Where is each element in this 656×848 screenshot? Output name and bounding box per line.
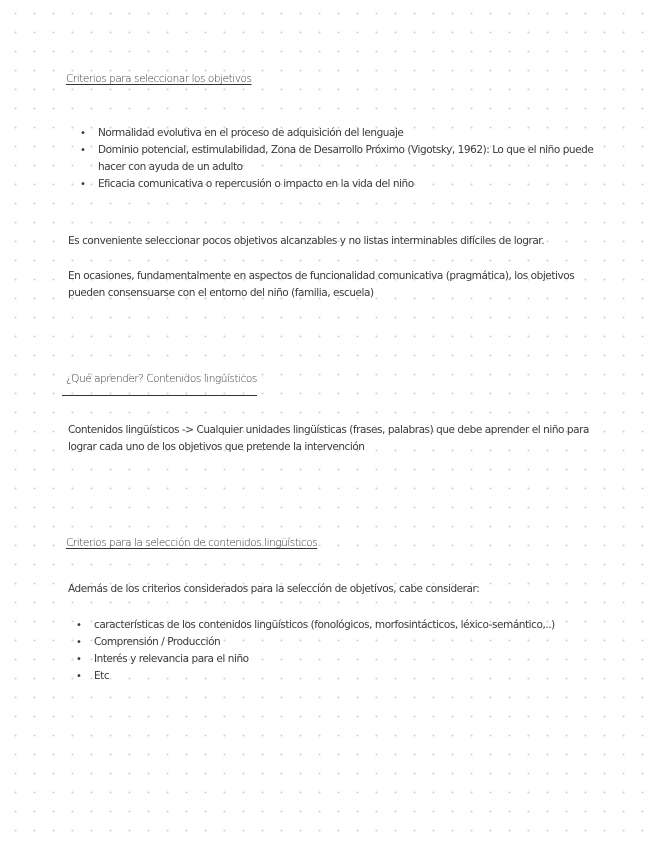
bullet-icon: • — [80, 145, 86, 156]
list-item-text: Comprensión / Producción — [94, 636, 221, 648]
list-item-text: Eficacia comunicativa o repercusión o impacto en la vida del niño — [98, 178, 414, 190]
contenidos-criteria-list — [76, 617, 616, 685]
bullet-icon: • — [80, 179, 86, 190]
paragraph-pocos-objetivos: Es conveniente seleccionar pocos objetivos alcanzables y no listas interminables difíciles de lograr. — [68, 235, 545, 247]
heading-criterios-contenidos — [66, 537, 317, 549]
bullet-icon: • — [76, 637, 82, 648]
list-item — [76, 668, 616, 685]
list-item — [80, 125, 615, 142]
heading-rule — [62, 395, 257, 396]
list-item-text: Interés y relevancia para el niño — [94, 653, 249, 665]
list-item-text: Normalidad evolutiva en el proceso de adquisición del lenguaje — [98, 127, 404, 139]
objetivos-criteria-list — [80, 125, 615, 193]
bullet-icon: • — [80, 128, 86, 139]
paragraph-contenidos: Contenidos lingüísticos -> Cualquier unidades lingüísticas (frases, palabras) que debe aprender el niño para lograr cada uno de los objetivos que pretende la intervención — [68, 424, 589, 453]
heading-text: ¿Qué aprender? Contenidos lingüísticos — [66, 373, 257, 385]
paragraph-consensuarse: En ocasiones, fundamentalmente en aspectos de funcionalidad comunicativa (pragmática), los objetivos pueden consensuarse con el entorno del niño (familia, escuela) — [68, 270, 575, 299]
list-item-text: Dominio potencial, estimulabilidad, Zona de Desarrollo Próximo (Vigotsky, 1962): Lo que el niño puede hacer con ayuda de un adulto — [98, 144, 594, 173]
bullet-icon: • — [76, 654, 82, 665]
list-item-text: Etc — [94, 670, 110, 682]
paragraph-ademas: Además de los criterios considerados para la selección de objetivos, cabe considerar: — [68, 583, 480, 595]
heading-text: Criterios para la selección de contenidos lingüísticos — [66, 537, 318, 549]
list-item — [80, 176, 615, 193]
heading-criterios-objetivos — [66, 73, 252, 85]
list-item — [76, 651, 616, 668]
bullet-icon: • — [76, 620, 82, 631]
list-item — [76, 634, 616, 651]
list-item — [80, 142, 615, 176]
list-item-text: características de los contenidos lingüísticos (fonológicos, morfosintácticos, léxico-semántico,..) — [94, 619, 555, 631]
heading-que-aprender — [66, 373, 257, 385]
list-item — [76, 617, 616, 634]
bullet-icon: • — [76, 671, 82, 682]
heading-text: Criterios para seleccionar los objetivos — [66, 73, 252, 85]
